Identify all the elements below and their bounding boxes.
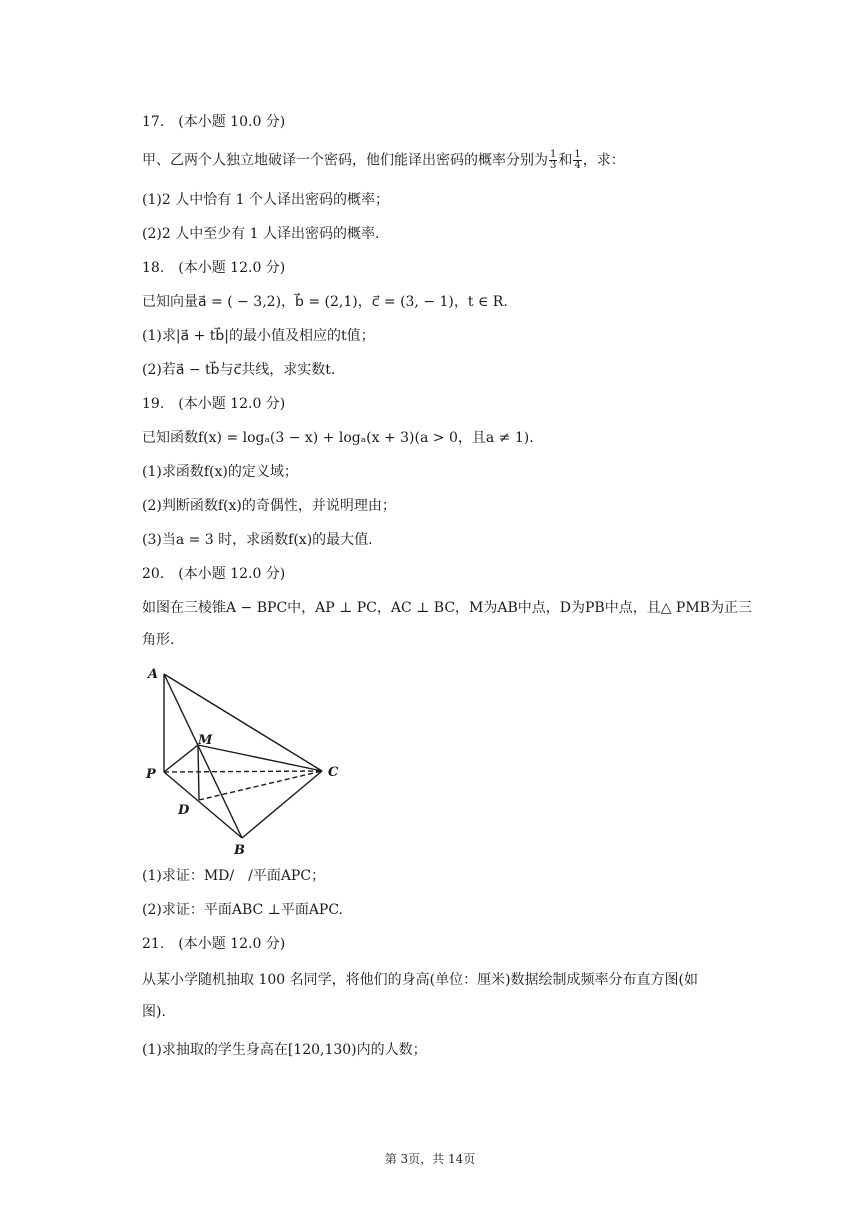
q17-stem-mid: 和 <box>558 152 573 169</box>
fraction-denominator: 4 <box>574 160 581 171</box>
fraction-denominator: 3 <box>550 160 557 171</box>
q17-stem-after: ，求： <box>582 152 625 169</box>
q17-stem-before: 甲、乙两个人独立地破译一个密码，他们能译出密码的概率分别为 <box>142 152 548 169</box>
label-b: B <box>234 843 245 858</box>
q17-part1: (1)2 人中恰有 1 个人译出密码的概率； <box>142 192 389 208</box>
label-d: D <box>178 803 190 818</box>
fraction-numerator: 1 <box>574 149 581 160</box>
q21-stem-line1: 从某小学随机抽取 100 名同学，将他们的身高(单位：厘米)数据绘制成频率分布直方图(如 <box>142 972 699 988</box>
q19-header: 19. (本小题 12.0 分) <box>142 396 286 412</box>
fraction-numerator: 1 <box>550 149 557 160</box>
q20-header: 20. (本小题 12.0 分) <box>142 566 286 582</box>
q18-stem: 已知向量a⃗ = ( − 3,2)，b⃗ = (2,1)，c⃗ = (3, − 1)，t ∈ R. <box>142 294 508 310</box>
q20-stem-line2: 角形. <box>142 632 175 648</box>
fraction-one-third <box>549 150 557 171</box>
q17-header: 17. (本小题 10.0 分) <box>142 114 286 130</box>
tetrahedron-figure <box>142 660 362 860</box>
q19-stem: 已知函数f(x) = logₐ(3 − x) + logₐ(x + 3)(a > 0，且a ≠ 1). <box>142 430 534 446</box>
q18-part1: (1)求|a⃗ + tb⃗|的最小值及相应的t值； <box>142 328 375 344</box>
q17-stem <box>142 150 760 171</box>
q19-part1: (1)求函数f(x)的定义域； <box>142 464 298 480</box>
q20-part1: (1)求证：MD/ /平面APC； <box>142 868 326 884</box>
edge-pc-dashed <box>164 771 322 772</box>
q19-part3: (3)当a = 3 时，求函数f(x)的最大值. <box>142 532 373 548</box>
label-m: M <box>198 733 213 748</box>
edge-bc <box>242 771 322 838</box>
q21-header: 21. (本小题 12.0 分) <box>142 936 286 952</box>
label-p: P <box>146 767 156 782</box>
q20-part2: (2)求证：平面ABC ⊥平面APC. <box>142 902 344 918</box>
edge-mc <box>198 745 322 771</box>
fraction-one-quarter <box>573 150 581 171</box>
q21-stem-line2: 图). <box>142 1004 166 1020</box>
q20-stem-line1: 如图在三棱锥A − BPC中，AP ⊥ PC，AC ⊥ BC，M为AB中点，D为PB中点，且△ PMB为正三 <box>142 600 752 616</box>
q21-part1: (1)求抽取的学生身高在[120,130)内的人数； <box>142 1042 427 1058</box>
edge-md <box>198 745 199 800</box>
label-a: A <box>148 667 159 682</box>
q18-part2: (2)若a⃗ − tb⃗与c⃗共线，求实数t. <box>142 362 336 378</box>
q17-part2: (2)2 人中至少有 1 人译出密码的概率. <box>142 226 380 242</box>
q18-header: 18. (本小题 12.0 分) <box>142 260 286 276</box>
q19-part2: (2)判断函数f(x)的奇偶性，并说明理由； <box>142 498 396 514</box>
edge-pm <box>164 745 198 772</box>
label-c: C <box>328 765 339 780</box>
page-footer: 第 3页，共 14页 <box>384 1152 476 1166</box>
edge-pb <box>164 772 242 838</box>
